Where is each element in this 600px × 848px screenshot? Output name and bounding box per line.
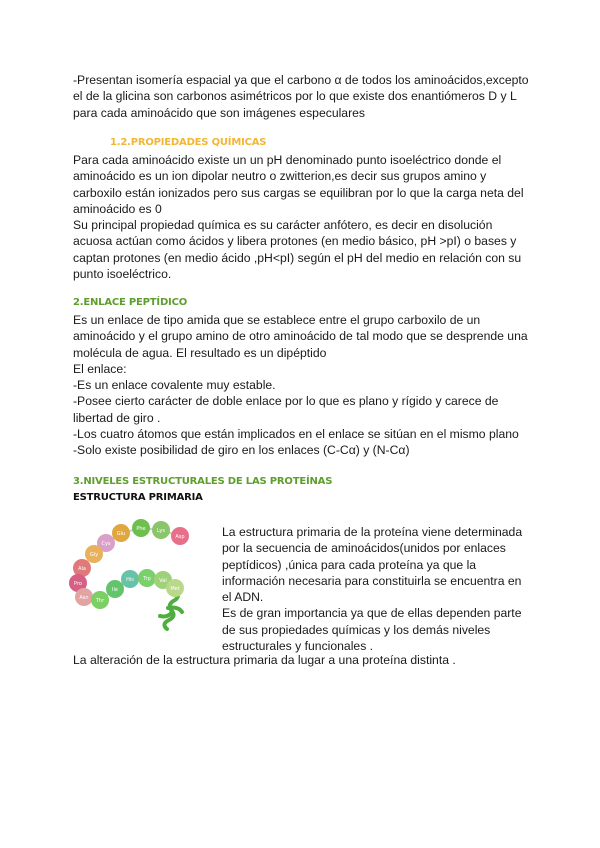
- primaria-line: el ADN.: [222, 590, 264, 605]
- enlace-line: libertad de giro .: [73, 410, 161, 425]
- amino-acid-label: His: [126, 577, 134, 583]
- enlace-line: aminoácido y el grupo amino de otro aminoácido de tal modo que se desprende una: [73, 329, 528, 344]
- intro-line: el de la glicina son carbonos asimétricos por lo que existe dos enantiómeros D y L: [73, 89, 517, 104]
- amino-acid-label: Ile: [112, 587, 118, 593]
- quimicas-line: Su principal propiedad química es su carácter anfótero, es decir en disolución: [73, 218, 493, 233]
- amino-acid-label: Ala: [78, 566, 86, 572]
- amino-acid-label: Phe: [136, 526, 146, 532]
- primaria-line: estructurales y funcionales .: [222, 639, 374, 654]
- peptide-backbone: [78, 528, 180, 600]
- final-line: La alteración de la estructura primaria da lugar a una proteína distinta .: [73, 653, 456, 667]
- enlace-paragraph: [73, 312, 533, 459]
- amino-acid-chain: [69, 519, 189, 609]
- amino-acid-label: Asp: [175, 534, 185, 540]
- primaria-line: de sus propiedades químicas y los demás niveles: [222, 622, 491, 637]
- primaria-line: peptídicos) ,única para cada proteína ya que la: [222, 557, 477, 572]
- primaria-line: La estructura primaria de la proteína viene determinada: [222, 525, 523, 539]
- enlace-line: molécula de agua. El resultado es un dipéptido: [73, 345, 327, 360]
- enlace-line: -Es un enlace covalente muy estable.: [73, 378, 276, 393]
- quimicas-line: captan protones (en medio ácido ,pH<pI) según el pH del medio en relación con su: [73, 250, 522, 265]
- amino-acid-label: Lys: [157, 528, 165, 534]
- estructura-primaria-paragraph: [222, 524, 532, 654]
- heading-propiedades-quimicas: 1.2.PROPIEDADES QUÍMICAS: [110, 137, 267, 148]
- amino-acid-label: Gly: [89, 552, 99, 558]
- amino-acid-label: Thr: [95, 598, 105, 604]
- primaria-line: información necesaria para constituirla se encuentra en: [222, 573, 522, 588]
- enlace-line: El enlace:: [73, 361, 127, 376]
- enlace-line: Es un enlace de tipo amida que se establece entre el grupo carboxilo de un: [73, 313, 481, 327]
- quimicas-line: aminoácido es 0: [73, 201, 162, 216]
- quimicas-line: punto isoeléctrico.: [73, 267, 172, 282]
- enlace-line: -Posee cierto carácter de doble enlace por lo que es plano y rígido y carece de: [73, 394, 499, 409]
- primaria-line: Es de gran importancia ya que de ellas dependen parte: [222, 606, 522, 621]
- amino-acid-label: Val: [159, 578, 167, 584]
- enlace-line: -Los cuatro átomos que están implicados en el enlace se sitúan en el mismo plano: [73, 427, 519, 442]
- amino-acid-label: Asn: [79, 595, 89, 601]
- quimicas-line: aminoácido es un ion dipolar neutro o zwitterion,es decir sus grupos amino y: [73, 169, 487, 184]
- quimicas-line: Para cada aminoácido existe un un pH denominado punto isoeléctrico donde el: [73, 153, 502, 167]
- enlace-line: -Solo existe posibilidad de giro en los enlaces (C-Cα) y (N-Cα): [73, 443, 410, 458]
- amino-acid-label: Cys: [101, 541, 111, 547]
- amino-acid-label: Met: [170, 586, 180, 592]
- quimicas-line: carboxilo están ionizados pero sus cargas se equilibran por lo que la carga neta del: [73, 185, 524, 200]
- heading-enlace-peptidico: 2.ENLACE PEPTÍDICO: [73, 297, 188, 308]
- primaria-line: por la secuencia de aminoácidos(unidos por enlaces: [222, 541, 506, 556]
- amino-acid-label: Pro: [74, 581, 82, 587]
- amino-acid-label: Trp: [143, 576, 151, 582]
- heading-estructura-primaria: ESTRUCTURA PRIMARIA: [73, 492, 203, 503]
- intro-line: -Presentan isomería espacial ya que el carbono α de todos los aminoácidos,excepto: [73, 73, 529, 87]
- intro-paragraph: [73, 72, 533, 121]
- primary-structure-figure: [64, 516, 204, 634]
- amino-acid-label: Glu: [116, 531, 126, 537]
- quimicas-paragraph: [73, 152, 533, 282]
- intro-line: para cada aminoácido que son imágenes especulares: [73, 105, 366, 120]
- heading-niveles-estructurales: 3.NIVELES ESTRUCTURALES DE LAS PROTEÍNAS: [73, 476, 333, 487]
- quimicas-line: acuosa actúan como ácidos y libera protones (en medio básico, pH >pI) o bases y: [73, 234, 517, 249]
